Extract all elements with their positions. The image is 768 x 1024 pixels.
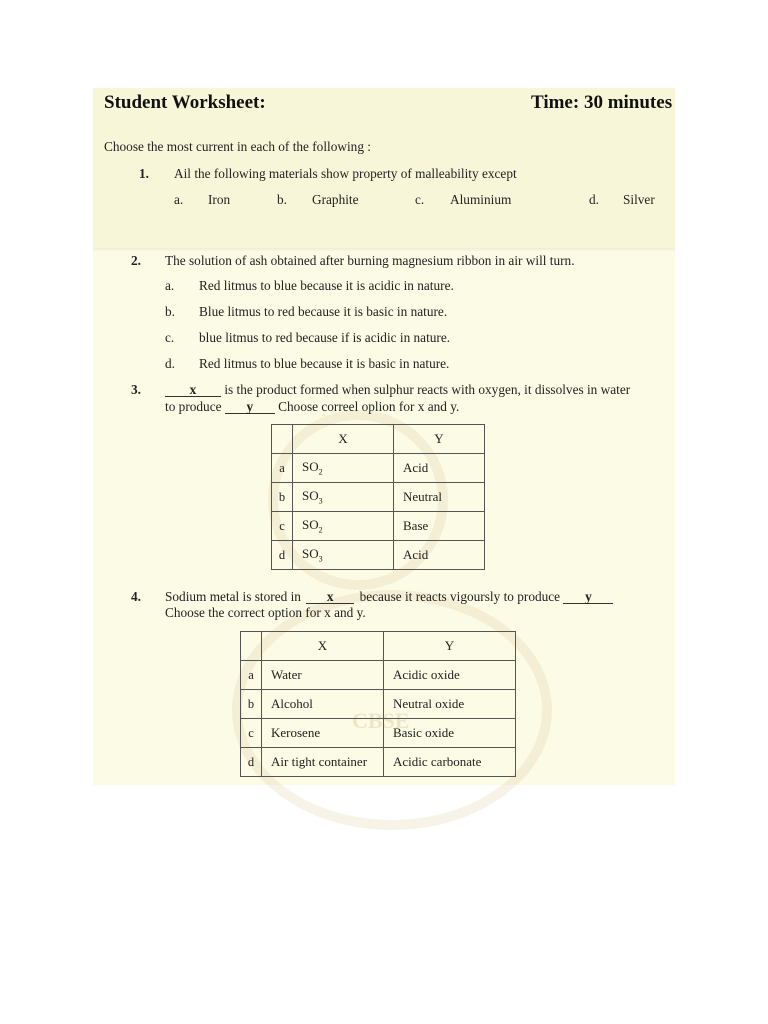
table-header-blank [272, 425, 293, 454]
row-y: Acid [394, 454, 485, 483]
row-x [293, 541, 394, 570]
row-letter: b [241, 690, 262, 719]
chem-subscript: 3 [318, 496, 323, 506]
q3-blank-x: x [165, 383, 221, 397]
q2-option-d-letter: d. [165, 356, 175, 371]
table-row [272, 512, 485, 541]
q1-option-d-letter: d. [589, 192, 599, 207]
row-letter: a [272, 454, 293, 483]
chem-subscript: 2 [318, 467, 323, 477]
q2-option-d-text: Red litmus to blue because it is basic in nature. [199, 356, 450, 371]
q3-line2 [165, 399, 459, 415]
table-row [241, 748, 516, 777]
q1-text: Ail the following materials show property of malleability except [174, 166, 517, 181]
chem-formula: SO [302, 546, 319, 562]
q1-option-d-text: Silver [623, 192, 655, 207]
row-y: Neutral oxide [384, 690, 516, 719]
q4-blank-y: y [563, 590, 613, 604]
row-x: Kerosene [262, 719, 384, 748]
q3-text-line2-a: to produce [165, 399, 222, 414]
chem-subscript: 2 [318, 525, 323, 535]
table-header-x: X [293, 425, 394, 454]
chem-subscript: 3 [318, 554, 323, 564]
table-header-blank [241, 632, 262, 661]
row-x [293, 512, 394, 541]
q3-text-line1: is the product formed when sulphur reacts with oxygen, it dissolves in water [224, 382, 631, 397]
q2-option-c-text: blue litmus to red because if is acidic in nature. [199, 330, 451, 345]
row-y: Basic oxide [384, 719, 516, 748]
table-row [272, 454, 485, 483]
table-row [272, 541, 485, 570]
table-header-y: Y [394, 425, 485, 454]
q1-option-b-text: Graphite [312, 192, 359, 207]
instruction-text: Choose the most current in each of the following : [104, 139, 371, 154]
row-x: Water [262, 661, 384, 690]
q2-number: 2. [131, 253, 141, 268]
row-y: Base [394, 512, 485, 541]
q2-option-a-letter: a. [165, 278, 175, 293]
row-y: Acidic oxide [384, 661, 516, 690]
row-y: Neutral [394, 483, 485, 512]
chem-formula: SO [302, 488, 319, 504]
q2-option-c-letter: c. [165, 330, 175, 345]
row-letter: c [241, 719, 262, 748]
watermark-text: CBSE [352, 708, 410, 733]
q1-option-c-letter: c. [415, 192, 425, 207]
table-row [241, 719, 516, 748]
q2-option-b-text: Blue litmus to red because it is basic in nature. [199, 304, 448, 319]
q4-number: 4. [131, 589, 141, 604]
table-header-row [241, 632, 516, 661]
row-letter: d [272, 541, 293, 570]
q3-options-table [271, 424, 485, 570]
table-row [272, 483, 485, 512]
q4-text-b: because it reacts vigoursly to produce [359, 589, 561, 604]
row-letter: b [272, 483, 293, 512]
q3-number: 3. [131, 382, 141, 397]
q1-option-b-letter: b. [277, 192, 287, 207]
q4-text-a: Sodium metal is stored in [165, 589, 301, 604]
q4-options-table [240, 631, 516, 777]
q1-option-a-letter: a. [174, 192, 184, 207]
row-letter: a [241, 661, 262, 690]
q2-option-b-letter: b. [165, 304, 175, 319]
q2-option-a-text: Red litmus to blue because it is acidic in nature. [199, 278, 454, 293]
row-letter: c [272, 512, 293, 541]
time-limit: Time: 30 minutes [531, 92, 673, 113]
q4-text-line2: Choose the correct option for x and y. [165, 605, 366, 620]
chem-formula: SO [302, 459, 319, 475]
row-x [293, 483, 394, 512]
table-header-row [272, 425, 485, 454]
row-letter: d [241, 748, 262, 777]
q1-option-a-text: Iron [208, 192, 231, 207]
table-header-x: X [262, 632, 384, 661]
q1-number: 1. [139, 166, 149, 181]
row-x [293, 454, 394, 483]
table-row [241, 690, 516, 719]
table-header-y: Y [384, 632, 516, 661]
q3-text-line2-b: Choose correel oplion for x and y. [278, 399, 460, 414]
q4-blank-x: x [306, 590, 354, 604]
worksheet-title: Student Worksheet: [104, 92, 266, 113]
row-y: Acid [394, 541, 485, 570]
row-y: Acidic carbonate [384, 748, 516, 777]
chem-formula: SO [302, 517, 319, 533]
q3-line1 [165, 382, 630, 398]
row-x: Air tight container [262, 748, 384, 777]
row-x: Alcohol [262, 690, 384, 719]
q1-option-c-text: Aluminium [450, 192, 512, 207]
q2-text: The solution of ash obtained after burning magnesium ribbon in air will turn. [165, 253, 575, 268]
table-row [241, 661, 516, 690]
q4-line1 [165, 589, 613, 605]
q3-blank-y: y [225, 400, 275, 414]
